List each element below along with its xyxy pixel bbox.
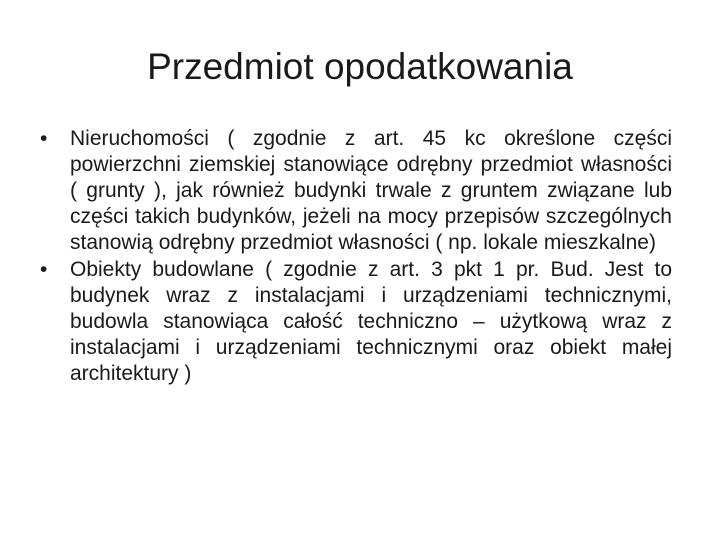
bullet-list [40,126,672,388]
bullet-item-nieruchomosci [40,126,672,256]
bullet-item-obiekty-budowlane [40,257,672,387]
bullet-marker: • [40,258,48,281]
slide-title: Przedmiot opodatkowania [147,46,573,87]
bullet-marker: • [40,127,48,150]
bullet-text: Obiekty budowlane ( zgodnie z art. 3 pkt 1 pr. Bud. Jest to budynek wraz z instalacjami i urządzeniami technicznymi, budowla stanowiąca całość techniczno – użytkową wraz z instalacjami i urządzeniami technicznymi oraz obiekt małej architektury ) [70,258,672,385]
bullet-text: Nieruchomości ( zgodnie z art. 45 kc określone części powierzchni ziemskiej stanowiące odrębny przedmiot własności ( grunty ), jak również budynki trwale z gruntem związane lub części takich budynków, jeżeli na mocy przepisów szczególnych stanowią odrębny przedmiot własności ( np. lokale mieszkalne) [70,127,672,254]
